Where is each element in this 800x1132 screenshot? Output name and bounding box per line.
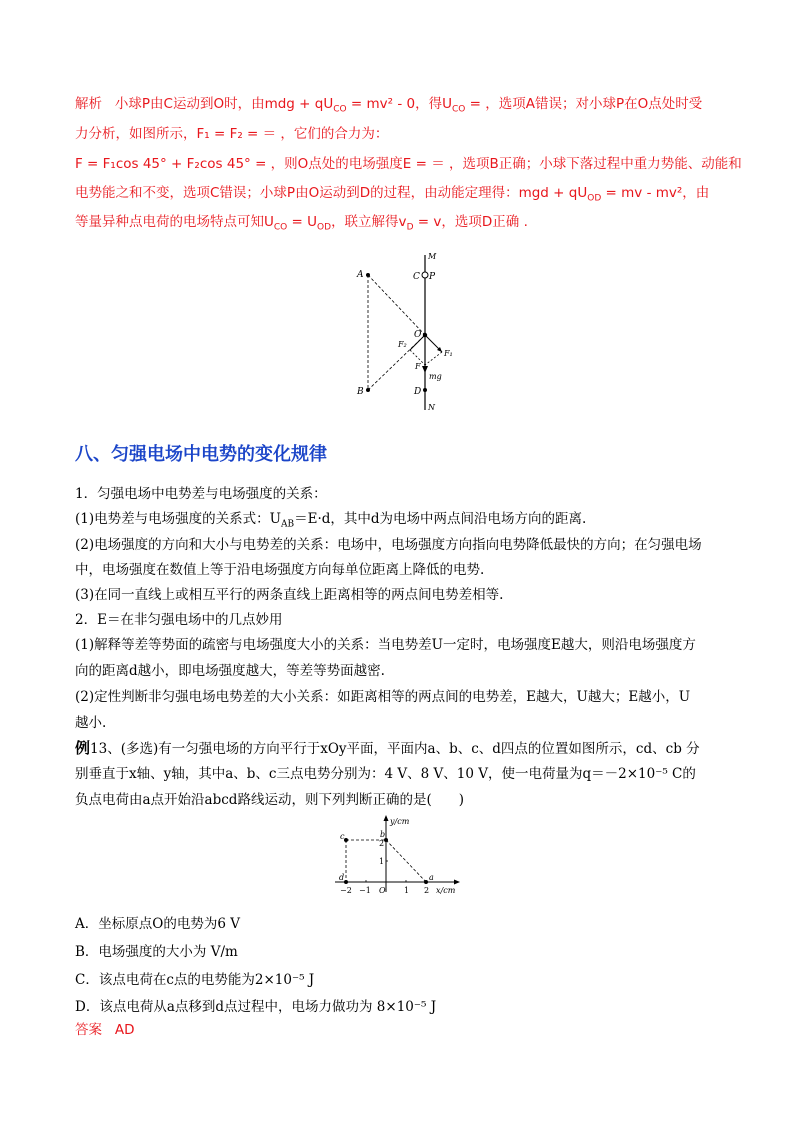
option-d: D．该点电荷从a点移到d点过程中，电场力做功为 8×10⁻⁵ J bbox=[75, 999, 437, 1015]
x-tick-2: 2 bbox=[424, 886, 430, 895]
analysis-line-1: 解析 小球P由C运动到O时，由mdg + $qU_{CO} = mv^2 - 0$，得$U_{CO}$ = ，选项A错误；对小球P在O点处时受 bbox=[75, 96, 703, 115]
label-P: P bbox=[429, 272, 436, 282]
x-tick-neg2: −2 bbox=[340, 886, 352, 895]
option-c: C．该点电荷在c点的电势能为2×10⁻⁵ J bbox=[75, 972, 315, 988]
label-mg: mg bbox=[429, 372, 442, 381]
para-9: (2)定性判断非匀强电场电势差的大小关系：如距离相等的两点间的电势差，E越大，U越大；E越小，U bbox=[75, 689, 691, 705]
x-axis-label: x/cm bbox=[436, 886, 456, 895]
answer-value: AD bbox=[114, 1022, 135, 1038]
force-diagram bbox=[340, 245, 460, 420]
point-d: d bbox=[339, 873, 345, 882]
label-F: F bbox=[415, 362, 421, 371]
x-tick-neg1: −1 bbox=[359, 886, 371, 895]
option-a: A．坐标原点O的电势为6 V bbox=[75, 916, 240, 932]
analysis-label: 解析 bbox=[75, 96, 102, 112]
label-D: D bbox=[414, 387, 422, 397]
analysis-line-5: 等量异种点电荷的电场特点可知$U_{CO} = U_{OD}$，联立解得$v_D = v$，选项D正确 . bbox=[75, 214, 528, 233]
label-M: M bbox=[428, 252, 437, 261]
y-axis-label: y/cm bbox=[390, 817, 410, 826]
example-line-2: 别垂直于x轴、y轴，其中a、b、c三点电势分别为：4 V、8 V、10 V，使一电荷量为q＝－2×10⁻⁵ C的 bbox=[75, 766, 696, 782]
point-c: c bbox=[340, 832, 345, 841]
answer-line bbox=[75, 1020, 135, 1040]
para-3: (2)电场强度的方向和大小与电势差的关系：电场中，电场强度方向指向电势降低最快的方向；在匀强电场 bbox=[75, 537, 702, 553]
para-2: (1)电势差与电场强度的关系式：$U_{AB}=E\cdot d$，其中d为电场中两点间沿电场方向的距离. bbox=[75, 511, 587, 530]
para-6: 2．E＝在非匀强电场中的几点妙用 bbox=[75, 612, 283, 628]
example-line-1: 例13、(多选)有一匀强电场的方向平行于xOy平面，平面内a、b、c、d四点的位置如图所示，cd、cb 分 bbox=[75, 739, 700, 757]
option-b: B．电场强度的大小为 V/m bbox=[75, 944, 238, 960]
point-a: a bbox=[429, 873, 434, 882]
section-heading: 八、匀强电场中电势的变化规律 bbox=[75, 444, 327, 465]
label-C: C bbox=[413, 272, 420, 282]
label-O: O bbox=[414, 330, 422, 340]
y-tick-2: 2 bbox=[379, 839, 385, 848]
para-1: 1．匀强电场中电势差与电场强度的关系： bbox=[75, 486, 327, 502]
analysis-line-3: F = F₁cos 45° + F₂cos 45° = ，则O点处的电场强度E = ＝ ，选项B正确；小球下落过程中重力势能、动能和 bbox=[75, 156, 742, 172]
point-b: b bbox=[380, 830, 386, 839]
analysis-line-2: 力分析，如图所示，F₁ = F₂ = ＝ ，它们的合力为： bbox=[75, 126, 389, 142]
label-A: A bbox=[357, 270, 364, 280]
y-tick-1: 1 bbox=[379, 857, 385, 866]
coordinate-diagram bbox=[330, 812, 465, 897]
para-5: (3)在同一直线上或相互平行的两条直线上距离相等的两点间电势差相等. bbox=[75, 587, 504, 603]
answer-label: 答案 bbox=[75, 1022, 102, 1038]
label-F2: F₂ bbox=[398, 340, 407, 349]
label-F1: F₁ bbox=[444, 349, 453, 358]
para-4: 中，电场强度在数值上等于沿电场强度方向每单位距离上降低的电势. bbox=[75, 562, 485, 578]
x-tick-1: 1 bbox=[404, 886, 410, 895]
para-10: 越小. bbox=[75, 715, 107, 731]
label-N: N bbox=[428, 403, 435, 412]
example-line-3: 负点电荷由a点开始沿abcd路线运动，则下列判断正确的是( ) bbox=[75, 792, 464, 808]
para-7: (1)解释等差等势面的疏密与电场强度大小的关系：当电势差U一定时，电场强度E越大，则沿电场强度方 bbox=[75, 637, 696, 653]
example-label: 例 bbox=[75, 739, 91, 757]
label-B: B bbox=[357, 387, 364, 397]
analysis-line-4: 电势能之和不变，选项C错误；小球P由O运动到D的过程，由动能定理得：mgd + $qU_{OD}$ = mv - mv²，由 bbox=[75, 185, 710, 204]
para-8: 向的距离d越小，即电场强度越大，等差等势面越密. bbox=[75, 663, 385, 679]
origin-label: O bbox=[379, 886, 386, 895]
